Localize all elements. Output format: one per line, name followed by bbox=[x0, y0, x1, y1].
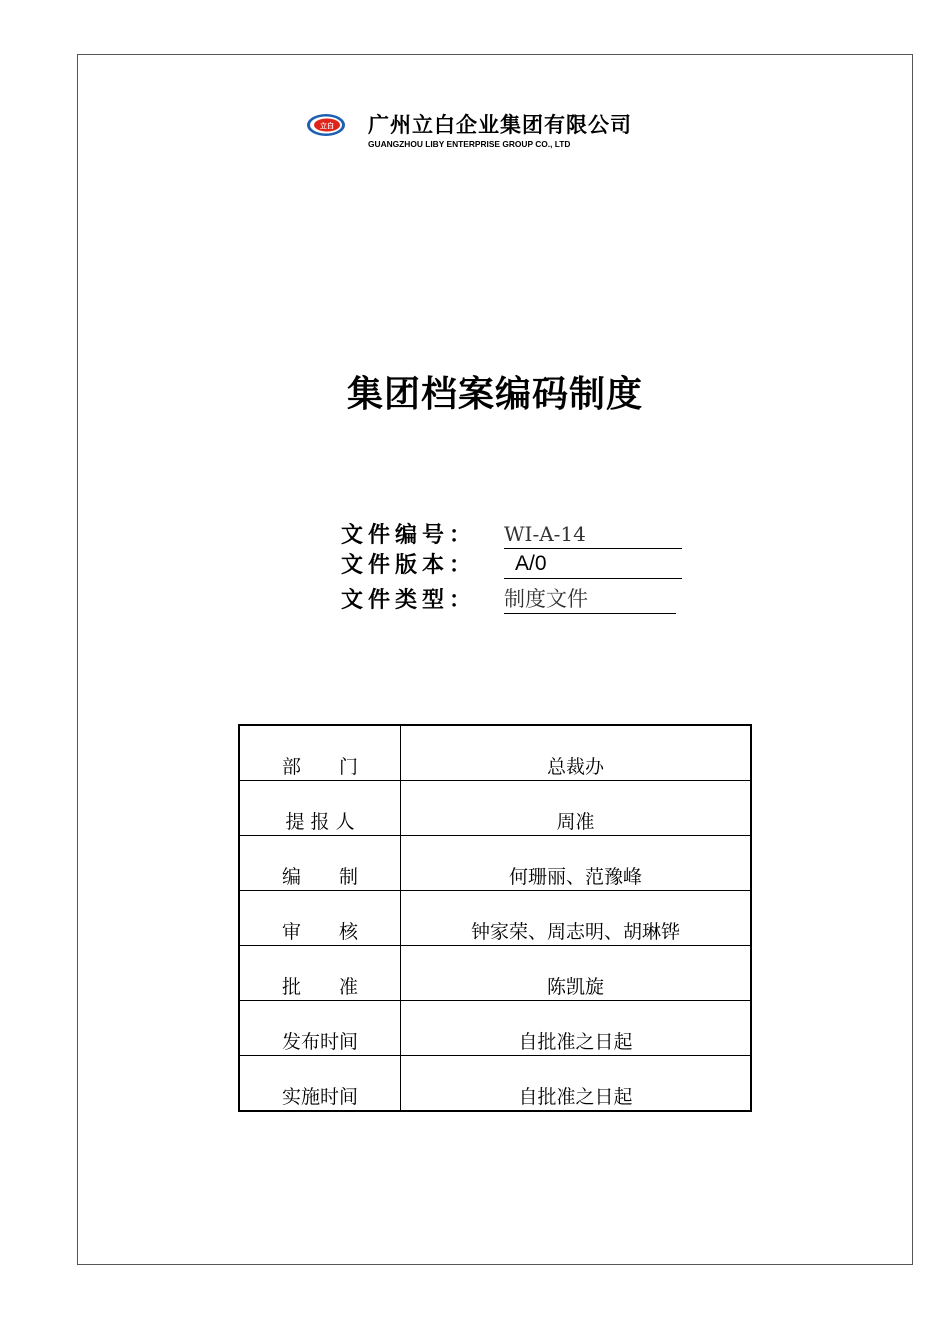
company-header bbox=[306, 112, 632, 152]
row-value: 自批准之日起 bbox=[401, 1001, 752, 1056]
row-value: 总裁办 bbox=[546, 756, 604, 778]
row-label: 批 准 bbox=[239, 946, 401, 1001]
table-row bbox=[239, 781, 751, 836]
row-label: 提 报 人 bbox=[239, 781, 401, 836]
doc-number-label: 文件编号： bbox=[341, 523, 477, 548]
company-name-block bbox=[368, 112, 632, 149]
row-label: 部 门 bbox=[239, 725, 401, 781]
table-row bbox=[239, 946, 751, 1001]
approval-table bbox=[238, 724, 752, 1112]
row-value: 何珊丽、范豫峰 bbox=[401, 836, 752, 891]
row-value: 自批准之日起 bbox=[401, 1056, 752, 1112]
table-row bbox=[239, 725, 751, 781]
liby-logo-icon bbox=[306, 113, 346, 137]
row-value: 陈凯旋 bbox=[401, 946, 752, 1001]
row-value: 钟家荣、周志明、胡琳铧 bbox=[401, 891, 752, 946]
company-name-en: GUANGZHOU LIBY ENTERPRISE GROUP CO., LTD bbox=[368, 139, 571, 149]
doc-type-value: 制度文件 bbox=[504, 586, 676, 614]
doc-type-row bbox=[341, 584, 676, 614]
row-label: 编 制 bbox=[239, 836, 401, 891]
row-label: 发布时间 bbox=[239, 1001, 401, 1056]
logo-text: 立白 bbox=[320, 122, 334, 130]
doc-type-label: 文件类型： bbox=[341, 588, 477, 613]
table-row bbox=[239, 836, 751, 891]
doc-version-label: 文件版本： bbox=[341, 553, 477, 578]
document-title: 集团档案编码制度 bbox=[346, 374, 643, 415]
table-row bbox=[239, 1056, 751, 1112]
row-label: 实施时间 bbox=[239, 1056, 401, 1112]
table-row bbox=[239, 891, 751, 946]
doc-number-value: WI-A-14 bbox=[504, 521, 682, 549]
row-value: 周准 bbox=[401, 781, 752, 836]
doc-version-row bbox=[341, 549, 682, 579]
row-label: 审 核 bbox=[239, 891, 401, 946]
table-row bbox=[239, 1001, 751, 1056]
doc-version-value: A/0 bbox=[504, 551, 682, 579]
company-name-cn: 广州立白企业集团有限公司 bbox=[368, 113, 632, 137]
doc-number-row bbox=[341, 519, 682, 549]
